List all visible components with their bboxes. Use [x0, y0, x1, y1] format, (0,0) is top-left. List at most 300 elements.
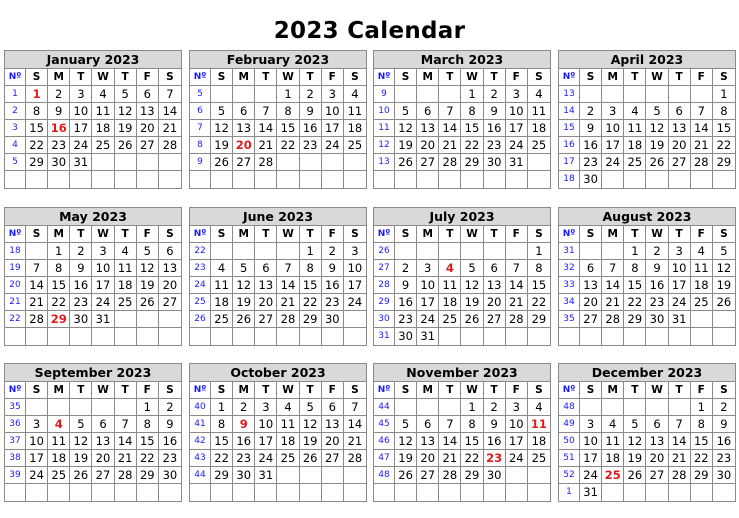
- day-cell: [506, 243, 528, 260]
- day-cell: [646, 328, 668, 345]
- day-cell: 4: [92, 86, 114, 103]
- day-cell: 19: [300, 433, 322, 450]
- day-cell: 25: [277, 450, 299, 467]
- day-cell: 10: [344, 260, 366, 277]
- week-number: 33: [559, 277, 580, 294]
- day-cell: 4: [624, 103, 646, 120]
- weekday-header: S: [159, 226, 181, 243]
- day-cell: 18: [115, 277, 137, 294]
- day-cell: [26, 328, 48, 345]
- day-cell: [713, 311, 735, 328]
- day-cell: 12: [395, 433, 417, 450]
- day-cell: 2: [233, 399, 255, 416]
- day-cell: 10: [255, 416, 277, 433]
- day-cell: [646, 171, 668, 188]
- day-cell: [70, 399, 92, 416]
- day-cell: 30: [159, 467, 181, 484]
- day-cell: 15: [48, 277, 70, 294]
- day-cell: 14: [506, 277, 528, 294]
- day-cell: 16: [70, 277, 92, 294]
- day-cell: 5: [713, 243, 735, 260]
- day-cell: 13: [255, 277, 277, 294]
- weekday-header: S: [344, 226, 366, 243]
- day-cell: [115, 171, 137, 188]
- week-number-header: Nº: [190, 226, 211, 243]
- day-cell: 1: [48, 243, 70, 260]
- day-cell: 18: [277, 433, 299, 450]
- day-cell: 13: [417, 120, 439, 137]
- day-cell: 28: [26, 311, 48, 328]
- week-number: 31: [374, 328, 395, 345]
- month-february: [189, 50, 367, 189]
- day-cell: [26, 399, 48, 416]
- day-cell: 3: [669, 243, 691, 260]
- day-cell: 16: [484, 120, 506, 137]
- day-cell: [233, 86, 255, 103]
- day-cell: 18: [602, 450, 624, 467]
- day-cell: [115, 484, 137, 501]
- week-number: 24: [190, 277, 211, 294]
- week-number: 46: [374, 433, 395, 450]
- month-title: December 2023: [559, 364, 735, 382]
- day-cell: 21: [159, 120, 181, 137]
- day-cell: [277, 154, 299, 171]
- weekday-header: T: [255, 226, 277, 243]
- day-cell: [277, 171, 299, 188]
- weekday-header: T: [300, 382, 322, 399]
- day-cell: 21: [506, 294, 528, 311]
- weekday-header: M: [233, 382, 255, 399]
- week-number-header: Nº: [559, 69, 580, 86]
- week-number: 34: [559, 294, 580, 311]
- day-cell: [159, 154, 181, 171]
- weekday-header: T: [115, 226, 137, 243]
- day-cell: [255, 171, 277, 188]
- day-cell: [26, 243, 48, 260]
- day-cell: [580, 399, 602, 416]
- day-cell: [461, 243, 483, 260]
- day-cell: 6: [159, 243, 181, 260]
- week-number: [374, 484, 395, 501]
- day-cell: 20: [255, 294, 277, 311]
- day-cell: [602, 86, 624, 103]
- month-august: [558, 207, 736, 346]
- page-title: 2023 Calendar: [273, 18, 466, 44]
- day-cell: 11: [602, 433, 624, 450]
- day-cell: 26: [395, 467, 417, 484]
- week-number: 13: [559, 86, 580, 103]
- day-cell: 29: [461, 467, 483, 484]
- day-cell: [691, 86, 713, 103]
- weekday-header: W: [461, 226, 483, 243]
- day-cell: 27: [159, 294, 181, 311]
- day-cell: [439, 171, 461, 188]
- day-cell: [277, 484, 299, 501]
- day-cell: 1: [624, 243, 646, 260]
- day-cell: 14: [439, 433, 461, 450]
- day-cell: 7: [26, 260, 48, 277]
- day-cell: [137, 154, 159, 171]
- weekday-header: M: [48, 226, 70, 243]
- day-cell: [713, 484, 735, 501]
- day-cell: 1: [137, 399, 159, 416]
- day-cell: 6: [255, 260, 277, 277]
- weekday-header: S: [211, 382, 233, 399]
- day-cell: [159, 171, 181, 188]
- day-grid: [374, 382, 550, 501]
- day-cell: 8: [528, 260, 550, 277]
- day-cell: 5: [70, 416, 92, 433]
- day-cell: 20: [484, 294, 506, 311]
- week-number: 3: [5, 120, 26, 137]
- day-cell: 2: [322, 243, 344, 260]
- weekday-header: T: [300, 226, 322, 243]
- day-cell: 8: [277, 103, 299, 120]
- day-cell: 25: [115, 294, 137, 311]
- weekday-header: S: [26, 226, 48, 243]
- day-cell: 19: [70, 450, 92, 467]
- day-cell: 30: [70, 311, 92, 328]
- month-title: June 2023: [190, 208, 366, 226]
- day-cell: [277, 328, 299, 345]
- day-cell: 27: [233, 154, 255, 171]
- day-cell: 12: [395, 120, 417, 137]
- week-number: 19: [5, 260, 26, 277]
- day-cell: [300, 467, 322, 484]
- day-cell: 11: [624, 120, 646, 137]
- day-cell: 25: [528, 137, 550, 154]
- day-cell: [580, 243, 602, 260]
- month-title: March 2023: [374, 51, 550, 69]
- day-cell: 10: [580, 433, 602, 450]
- day-cell: 20: [137, 120, 159, 137]
- day-cell: [528, 171, 550, 188]
- day-cell: 2: [70, 243, 92, 260]
- day-cell: 29: [528, 311, 550, 328]
- day-cell: 30: [322, 311, 344, 328]
- month-title: May 2023: [5, 208, 181, 226]
- day-cell: 28: [439, 467, 461, 484]
- month-september: [4, 363, 182, 502]
- day-cell: 6: [669, 103, 691, 120]
- day-cell: [439, 86, 461, 103]
- day-cell: [461, 171, 483, 188]
- day-cell: 4: [344, 86, 366, 103]
- day-cell: [92, 399, 114, 416]
- holiday-day: 1: [26, 86, 48, 103]
- day-cell: 17: [92, 277, 114, 294]
- day-cell: 17: [255, 433, 277, 450]
- day-cell: 28: [115, 467, 137, 484]
- day-cell: 26: [115, 137, 137, 154]
- week-number: 50: [559, 433, 580, 450]
- day-cell: 9: [159, 416, 181, 433]
- week-number: 52: [559, 467, 580, 484]
- day-cell: 29: [461, 154, 483, 171]
- day-cell: [439, 484, 461, 501]
- month-title: August 2023: [559, 208, 735, 226]
- day-cell: 4: [211, 260, 233, 277]
- day-cell: 15: [211, 433, 233, 450]
- day-cell: 4: [528, 86, 550, 103]
- day-cell: 14: [344, 416, 366, 433]
- week-number-header: Nº: [374, 226, 395, 243]
- month-may: [4, 207, 182, 346]
- week-number: 43: [190, 450, 211, 467]
- day-cell: 8: [137, 416, 159, 433]
- day-cell: [691, 171, 713, 188]
- day-cell: [322, 154, 344, 171]
- day-cell: 3: [26, 416, 48, 433]
- day-cell: 6: [646, 416, 668, 433]
- week-number: 35: [559, 311, 580, 328]
- day-cell: [417, 243, 439, 260]
- day-cell: 7: [344, 399, 366, 416]
- weekday-header: W: [646, 226, 668, 243]
- week-number: 44: [374, 399, 395, 416]
- day-cell: 27: [92, 467, 114, 484]
- day-cell: 16: [233, 433, 255, 450]
- weekday-header: S: [580, 69, 602, 86]
- month-january: [4, 50, 182, 189]
- day-cell: 24: [506, 450, 528, 467]
- day-cell: 31: [70, 154, 92, 171]
- day-cell: 2: [159, 399, 181, 416]
- day-cell: 23: [646, 294, 668, 311]
- day-cell: 31: [417, 328, 439, 345]
- day-cell: 3: [92, 243, 114, 260]
- day-cell: 10: [417, 277, 439, 294]
- week-number: 22: [5, 311, 26, 328]
- day-cell: 25: [48, 467, 70, 484]
- day-cell: [92, 484, 114, 501]
- day-cell: [255, 86, 277, 103]
- day-cell: [48, 171, 70, 188]
- day-cell: 30: [395, 328, 417, 345]
- weekday-header: S: [159, 382, 181, 399]
- weekday-header: M: [233, 69, 255, 86]
- day-cell: 7: [277, 260, 299, 277]
- day-cell: 6: [322, 399, 344, 416]
- day-cell: [322, 484, 344, 501]
- day-cell: 5: [115, 86, 137, 103]
- week-number-header: Nº: [374, 382, 395, 399]
- day-cell: [300, 484, 322, 501]
- day-cell: [92, 328, 114, 345]
- week-number: 47: [374, 450, 395, 467]
- day-cell: 28: [344, 450, 366, 467]
- day-cell: 26: [211, 154, 233, 171]
- day-cell: [277, 467, 299, 484]
- day-cell: [255, 484, 277, 501]
- week-number: 2: [5, 103, 26, 120]
- day-cell: [26, 484, 48, 501]
- week-number: 8: [190, 137, 211, 154]
- week-number: 21: [5, 294, 26, 311]
- day-cell: [669, 399, 691, 416]
- day-cell: [395, 399, 417, 416]
- day-cell: 28: [669, 467, 691, 484]
- day-cell: 2: [300, 86, 322, 103]
- holiday-day: 25: [602, 467, 624, 484]
- day-cell: 8: [691, 416, 713, 433]
- day-cell: [344, 311, 366, 328]
- weekday-header: M: [602, 382, 624, 399]
- day-cell: 1: [461, 399, 483, 416]
- day-cell: 27: [669, 154, 691, 171]
- day-cell: 2: [48, 86, 70, 103]
- weekday-header: T: [624, 226, 646, 243]
- day-cell: [211, 86, 233, 103]
- day-cell: 22: [691, 450, 713, 467]
- day-cell: 26: [646, 154, 668, 171]
- day-cell: 17: [417, 294, 439, 311]
- day-cell: 31: [92, 311, 114, 328]
- day-cell: [624, 86, 646, 103]
- day-cell: [602, 399, 624, 416]
- day-cell: 19: [395, 137, 417, 154]
- weekday-header: T: [484, 69, 506, 86]
- day-cell: [137, 171, 159, 188]
- day-cell: [92, 171, 114, 188]
- day-cell: 21: [439, 450, 461, 467]
- weekday-header: S: [580, 382, 602, 399]
- day-cell: [48, 399, 70, 416]
- day-cell: [484, 484, 506, 501]
- day-cell: 3: [506, 86, 528, 103]
- day-cell: 26: [713, 294, 735, 311]
- weekday-header: T: [300, 69, 322, 86]
- week-number: [190, 328, 211, 345]
- day-cell: 29: [26, 154, 48, 171]
- day-grid: [190, 69, 366, 188]
- day-cell: 28: [506, 311, 528, 328]
- day-cell: 19: [115, 120, 137, 137]
- day-cell: 16: [159, 433, 181, 450]
- weekday-header: M: [417, 69, 439, 86]
- day-cell: [461, 328, 483, 345]
- day-cell: 22: [713, 137, 735, 154]
- day-cell: 14: [602, 277, 624, 294]
- day-cell: [646, 86, 668, 103]
- day-cell: [233, 328, 255, 345]
- day-cell: 17: [506, 120, 528, 137]
- day-cell: 26: [137, 294, 159, 311]
- weekday-header: F: [137, 226, 159, 243]
- week-number: 32: [559, 260, 580, 277]
- day-cell: 9: [300, 103, 322, 120]
- day-cell: 13: [159, 260, 181, 277]
- day-cell: 25: [439, 311, 461, 328]
- holiday-day: 4: [48, 416, 70, 433]
- weekday-header: T: [484, 226, 506, 243]
- day-cell: 15: [277, 120, 299, 137]
- day-cell: 11: [115, 260, 137, 277]
- day-cell: 1: [713, 86, 735, 103]
- weekday-header: W: [92, 382, 114, 399]
- weekday-header: S: [159, 69, 181, 86]
- week-number-header: Nº: [559, 382, 580, 399]
- weekday-header: F: [137, 382, 159, 399]
- day-cell: 1: [528, 243, 550, 260]
- day-cell: 18: [691, 277, 713, 294]
- week-number: 1: [559, 484, 580, 501]
- day-cell: 11: [528, 103, 550, 120]
- day-cell: 10: [669, 260, 691, 277]
- day-cell: [300, 171, 322, 188]
- week-number: 31: [559, 243, 580, 260]
- day-cell: 16: [300, 120, 322, 137]
- day-cell: [395, 171, 417, 188]
- weekday-header: S: [528, 69, 550, 86]
- day-grid: [374, 69, 550, 188]
- day-cell: 3: [255, 399, 277, 416]
- day-cell: 12: [624, 433, 646, 450]
- day-cell: 22: [300, 294, 322, 311]
- month-title: February 2023: [190, 51, 366, 69]
- day-cell: 30: [233, 467, 255, 484]
- day-cell: 11: [344, 103, 366, 120]
- day-cell: [233, 484, 255, 501]
- week-number: 18: [5, 243, 26, 260]
- day-cell: 6: [417, 103, 439, 120]
- day-cell: 9: [713, 416, 735, 433]
- day-cell: 25: [691, 294, 713, 311]
- day-cell: [300, 154, 322, 171]
- weekday-header: S: [26, 382, 48, 399]
- day-cell: 26: [624, 467, 646, 484]
- day-cell: 15: [461, 433, 483, 450]
- week-number: [5, 484, 26, 501]
- month-title: April 2023: [559, 51, 735, 69]
- holiday-day: 11: [528, 416, 550, 433]
- week-number: 4: [5, 137, 26, 154]
- day-cell: [506, 328, 528, 345]
- day-cell: 24: [580, 467, 602, 484]
- day-cell: 12: [646, 120, 668, 137]
- day-cell: 27: [137, 137, 159, 154]
- day-cell: [506, 171, 528, 188]
- holiday-day: 20: [233, 137, 255, 154]
- weekday-header: S: [713, 226, 735, 243]
- day-cell: 18: [528, 433, 550, 450]
- holiday-day: 29: [48, 311, 70, 328]
- day-cell: 15: [713, 120, 735, 137]
- day-cell: 19: [646, 137, 668, 154]
- day-cell: 24: [26, 467, 48, 484]
- day-cell: 29: [713, 154, 735, 171]
- weekday-header: T: [70, 226, 92, 243]
- weekday-header: M: [233, 226, 255, 243]
- day-cell: [691, 311, 713, 328]
- day-cell: 28: [255, 154, 277, 171]
- weekday-header: S: [528, 382, 550, 399]
- week-number: 5: [190, 86, 211, 103]
- day-cell: 12: [137, 260, 159, 277]
- day-cell: 27: [646, 467, 668, 484]
- week-number: 40: [190, 399, 211, 416]
- weekday-header: S: [344, 382, 366, 399]
- day-cell: 25: [92, 137, 114, 154]
- day-cell: 3: [322, 86, 344, 103]
- weekday-header: W: [646, 382, 668, 399]
- day-cell: 13: [233, 120, 255, 137]
- day-cell: [602, 171, 624, 188]
- week-number: 29: [374, 294, 395, 311]
- week-number: 15: [559, 120, 580, 137]
- day-cell: 27: [484, 311, 506, 328]
- day-cell: [395, 484, 417, 501]
